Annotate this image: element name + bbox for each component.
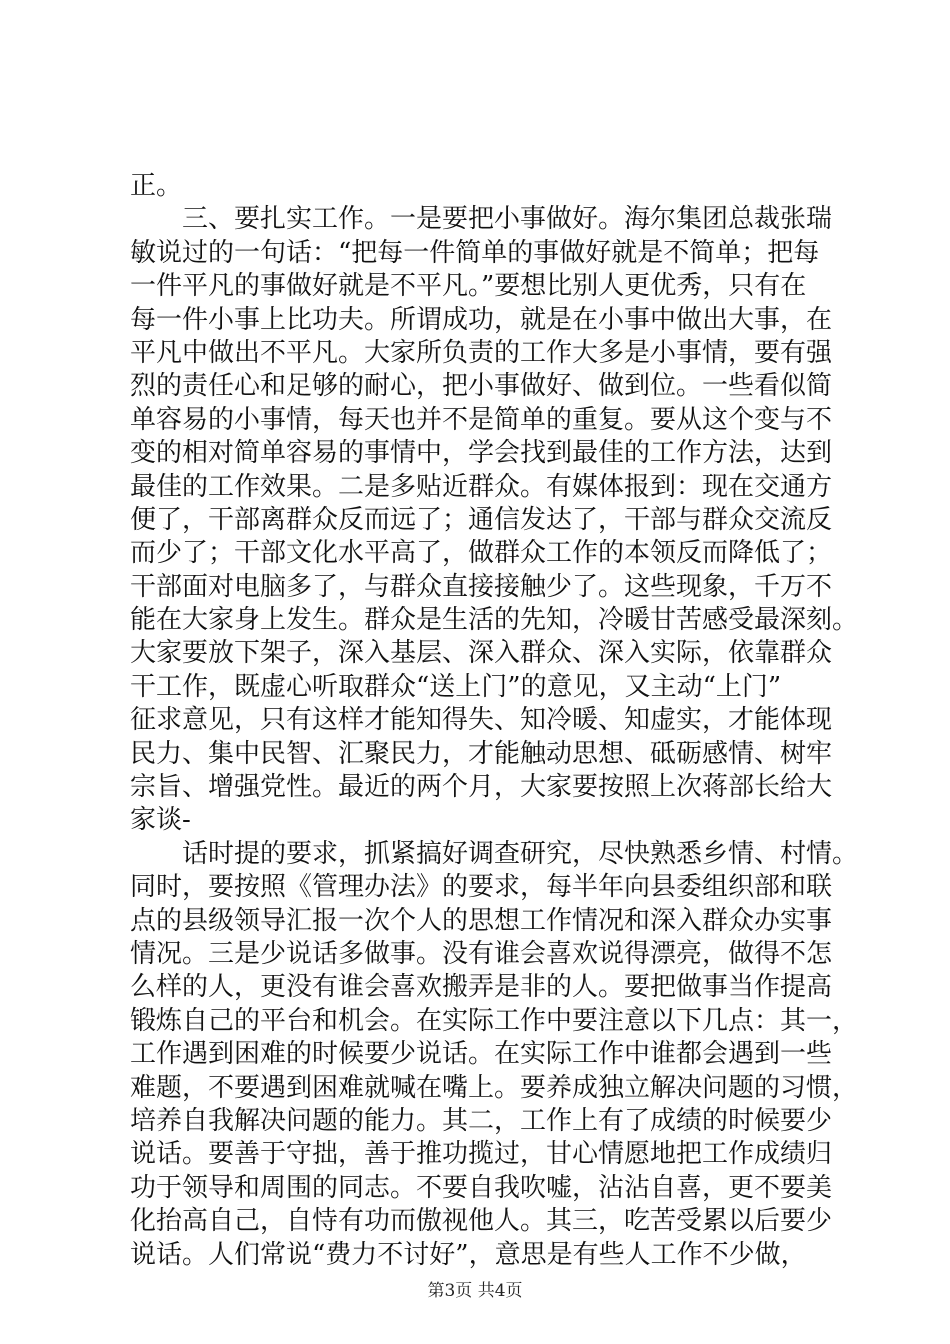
text-line: 同时，要按照《管理办法》的要求，每半年向县委组织部和联 [130,872,833,903]
text-line: 培养自我解决问题的能力。其二，工作上有了成绩的时候要少 [130,1105,833,1136]
text-line: 便了，干部离群众反而远了；通信发达了，干部与群众交流反 [130,504,833,535]
text-line: 干部面对电脑多了，与群众直接接触少了。这些现象，千万不 [130,571,833,602]
text-line: 民力、集中民智、汇聚民力，才能触动思想、砥砺感情、树牢 [130,738,833,769]
text-line: 锻炼自己的平台和机会。在实际工作中要注意以下几点：其一， [130,1005,859,1036]
text-line: 单容易的小事情，每天也并不是简单的重复。要从这个变与不 [130,404,833,435]
text-line: 三、要扎实工作。一是要把小事做好。海尔集团总裁张瑞 [130,204,833,235]
text-line: 说话。人们常说“费力不讨好”，意思是有些人工作不少做， [130,1239,807,1270]
text-line: 一件平凡的事做好就是不平凡。”要想比别人更优秀，只有在 [130,271,807,302]
text-line: 烈的责任心和足够的耐心，把小事做好、做到位。一些看似简 [130,371,833,402]
page-number: 第3页 共4页 [427,1281,523,1301]
text-line: 正。 [130,171,183,201]
text-line: 工作遇到困难的时候要少说话。在实际工作中谁都会遇到一些 [130,1039,833,1070]
text-line: 而少了；干部文化水平高了，做群众工作的本领反而降低了； [130,538,833,569]
text-line: 征求意见，只有这样才能知得失、知冷暖、知虚实，才能体现 [130,705,833,736]
text-line: 功于领导和周围的同志。不要自我吹嘘，沾沾自喜，更不要美 [130,1172,833,1203]
text-line: 平凡中做出不平凡。大家所负责的工作大多是小事情，要有强 [130,337,833,368]
text-line: 情况。三是少说话多做事。没有谁会喜欢说得漂亮，做得不怎 [130,938,833,969]
text-line: 点的县级领导汇报一次个人的思想工作情况和深入群众办实事 [130,905,833,936]
text-line: 大家要放下架子，深入基层、深入群众、深入实际，依靠群众 [130,638,833,669]
text-line: 宗旨、增强党性。最近的两个月，大家要按照上次蒋部长给大 [130,772,833,803]
text-line: 家谈- [130,805,191,836]
text-line: 最佳的工作效果。二是多贴近群众。有媒体报到：现在交通方 [130,471,833,502]
text-line: 么样的人，更没有谁会喜欢搬弄是非的人。要把做事当作提高 [130,972,833,1003]
text-line: 敏说过的一句话：“把每一件简单的事做好就是不简单；把每 [130,237,820,268]
text-line: 化抬高自己，自恃有功而傲视他人。其三，吃苦受累以后要少 [130,1206,833,1237]
text-line: 说话。要善于守拙，善于推功揽过，甘心情愿地把工作成绩归 [130,1139,833,1170]
text-line: 能在大家身上发生。群众是生活的先知，冷暖甘苦感受最深刻。 [130,605,859,636]
body-text [130,170,859,1272]
text-line: 干工作，既虚心听取群众“送上门”的意见，又主动“上门” [130,671,782,702]
text-line: 变的相对简单容易的事情中，学会找到最佳的工作方法，达到 [130,438,833,469]
text-line: 话时提的要求，抓紧搞好调查研究，尽快熟悉乡情、村情。 [130,838,859,869]
text-line: 难题，不要遇到困难就喊在嘴上。要养成独立解决问题的习惯， [130,1072,859,1103]
text-line: 每一件小事上比功夫。所谓成功，就是在小事中做出大事，在 [130,304,833,335]
